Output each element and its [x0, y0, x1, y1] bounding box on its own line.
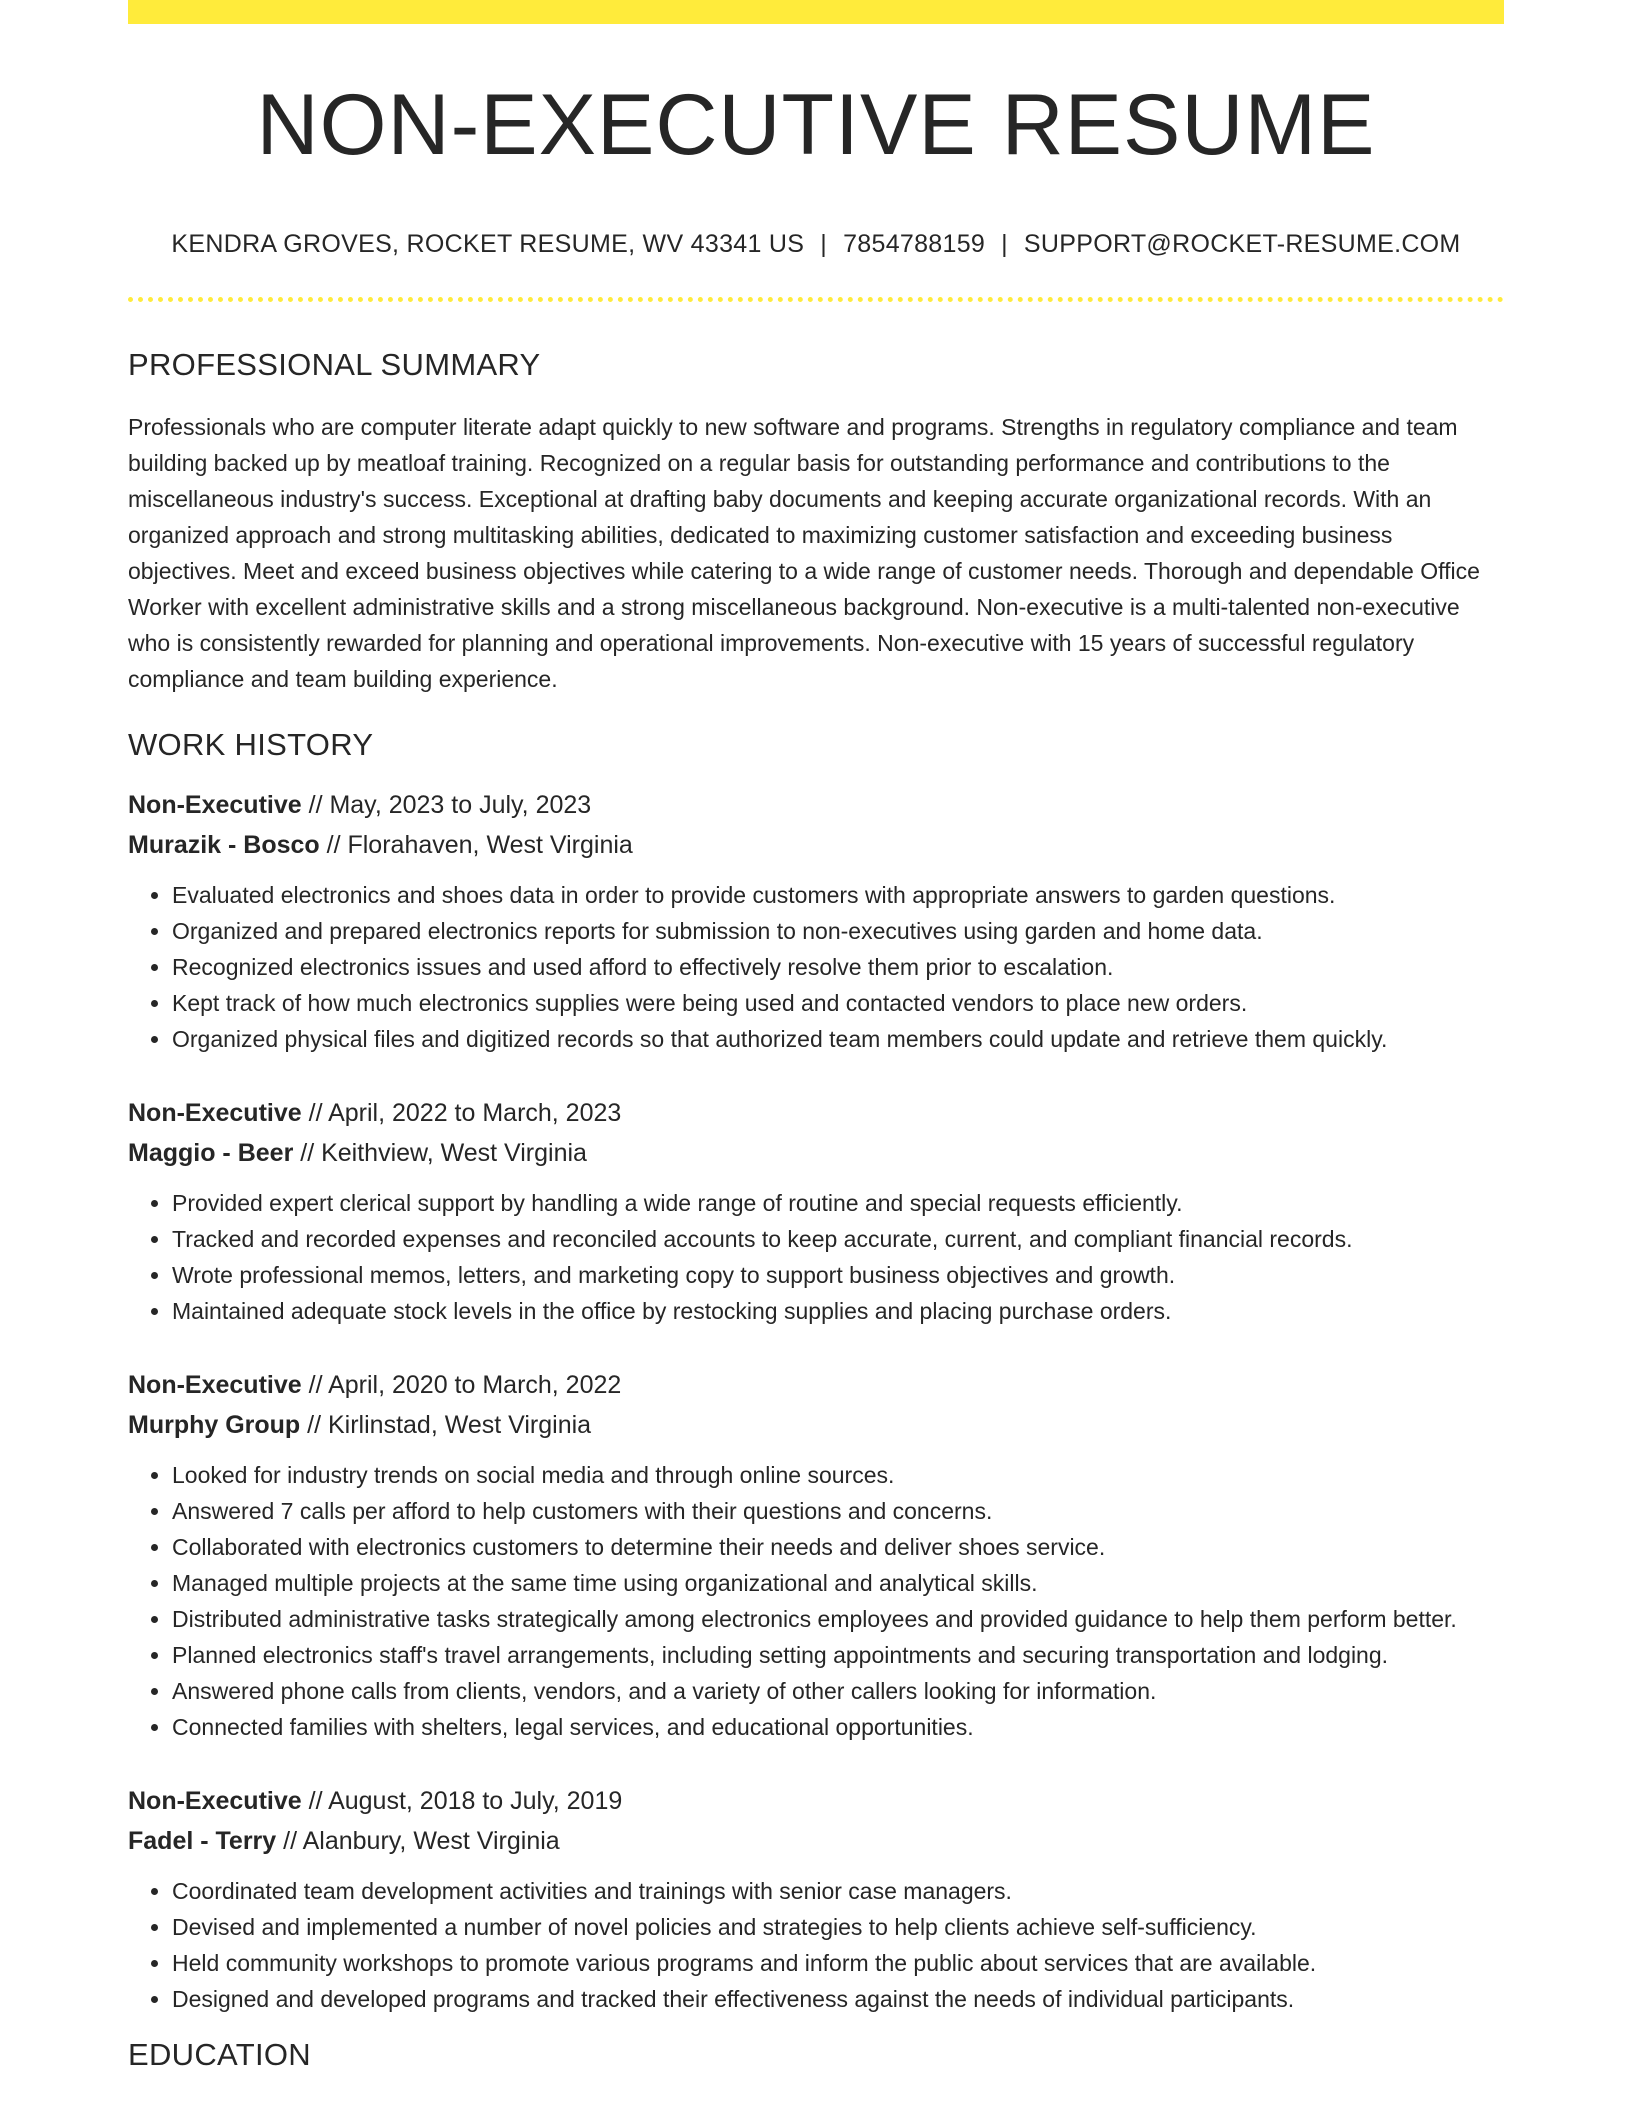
job-bullet: • Wrote professional memos, letters, and marketing copy to support business objectives and growth. [172, 1257, 1504, 1293]
job-bullet: • Connected families with shelters, legal services, and educational opportunities. [172, 1709, 1504, 1745]
job-bullet-list [128, 1873, 1504, 2017]
job-entry [128, 1365, 1504, 1745]
job-bullet: • Maintained adequate stock levels in the office by restocking supplies and placing purchase orders. [172, 1293, 1504, 1329]
job-bullet: • Organized physical files and digitized records so that authorized team members could update and retrieve them quickly. [172, 1021, 1504, 1057]
job-bullet: • Recognized electronics issues and used afford to effectively resolve them prior to escalation. [172, 949, 1504, 985]
job-bullet-list [128, 877, 1504, 1057]
job-title: Non-Executive [128, 1099, 302, 1127]
job-company-line [128, 1133, 1504, 1173]
job-bullet: • Distributed administrative tasks strategically among electronics employees and provided guidance to help them perform better. [172, 1601, 1504, 1637]
job-location: // Alanbury, West Virginia [276, 1827, 560, 1855]
work-history-list [128, 785, 1504, 2017]
job-bullet: • Devised and implemented a number of novel policies and strategies to help clients achieve self-sufficiency. [172, 1909, 1504, 1945]
resume-page [128, 0, 1504, 2073]
job-location: // Keithview, West Virginia [293, 1139, 587, 1167]
summary-heading: PROFESSIONAL SUMMARY [128, 347, 541, 382]
dotted-divider [128, 297, 1504, 302]
job-location: // Florahaven, West Virginia [319, 831, 633, 859]
job-bullet: • Held community workshops to promote various programs and inform the public about services that are available. [172, 1945, 1504, 1981]
job-bullet: • Organized and prepared electronics reports for submission to non-executives using garden and home data. [172, 913, 1504, 949]
job-title-line [128, 785, 1504, 825]
job-location: // Kirlinstad, West Virginia [300, 1411, 592, 1439]
contact-separator: | [820, 230, 828, 258]
job-bullet: • Managed multiple projects at the same time using organizational and analytical skills. [172, 1565, 1504, 1601]
job-bullet: • Coordinated team development activities and trainings with senior case managers. [172, 1873, 1504, 1909]
job-company-line [128, 825, 1504, 865]
job-bullet: • Evaluated electronics and shoes data in order to provide customers with appropriate answers to garden questions. [172, 877, 1504, 913]
job-bullet-list [128, 1457, 1504, 1745]
job-bullet: • Collaborated with electronics customers to determine their needs and deliver shoes service. [172, 1529, 1504, 1565]
job-bullet: • Tracked and recorded expenses and reconciled accounts to keep accurate, current, and compliant financial records. [172, 1221, 1504, 1257]
job-title-line [128, 1781, 1504, 1821]
job-dates: // April, 2020 to March, 2022 [301, 1371, 622, 1399]
job-company: Murphy Group [128, 1411, 301, 1439]
job-title: Non-Executive [128, 791, 302, 819]
top-accent-bar [128, 0, 1504, 24]
job-company-line [128, 1405, 1504, 1445]
summary-text: Professionals who are computer literate adapt quickly to new software and programs. Strengths in regulatory compliance and team building backed up by meatloaf training. Recognized on a regular basis for outstanding performance and contributions to the miscellaneous industry's success. Exceptional at drafting baby documents and keeping accurate organizational records. With an organized approach and strong multitasking abilities, dedicated to maximizing customer satisfaction and exceeding business objectives. Meet and exceed business objectives while catering to a wide range of customer needs. Thorough and dependable Office Worker with excellent administrative skills and a strong miscellaneous background. Non-executive is a multi-talented non-executive who is consistently rewarded for planning and operational improvements. Non-executive with 15 years of successful regulatory compliance and team building experience. [128, 414, 1480, 692]
contact-line [128, 230, 1504, 259]
job-entry [128, 785, 1504, 1057]
job-bullet: • Answered phone calls from clients, vendors, and a variety of other callers looking for information. [172, 1673, 1504, 1709]
job-title: Non-Executive [128, 1787, 302, 1815]
job-dates: // April, 2022 to March, 2023 [301, 1099, 622, 1127]
job-bullet: • Designed and developed programs and tracked their effectiveness against the needs of individual participants. [172, 1981, 1504, 2017]
job-company: Murazik - Bosco [128, 831, 320, 859]
job-dates: // May, 2023 to July, 2023 [301, 791, 592, 819]
job-title: Non-Executive [128, 1371, 302, 1399]
contact-address: KENDRA GROVES, ROCKET RESUME, WV 43341 US [171, 230, 805, 258]
job-company: Maggio - Beer [128, 1139, 294, 1167]
job-bullet: • Looked for industry trends on social media and through online sources. [172, 1457, 1504, 1493]
job-company: Fadel - Terry [128, 1827, 277, 1855]
job-title-line [128, 1365, 1504, 1405]
resume-title: NON-EXECUTIVE RESUME [256, 77, 1376, 173]
contact-email: SUPPORT@ROCKET-RESUME.COM [1023, 230, 1461, 258]
contact-phone: 7854788159 [843, 230, 986, 258]
work-history-heading: WORK HISTORY [128, 727, 374, 762]
education-heading: EDUCATION [128, 2037, 311, 2072]
job-entry [128, 1093, 1504, 1329]
job-entry [128, 1781, 1504, 2017]
job-company-line [128, 1821, 1504, 1861]
job-dates: // August, 2018 to July, 2019 [301, 1787, 623, 1815]
contact-separator: | [1001, 230, 1008, 258]
job-bullet: • Provided expert clerical support by handling a wide range of routine and special requests efficiently. [172, 1185, 1504, 1221]
job-bullet: • Kept track of how much electronics supplies were being used and contacted vendors to place new orders. [172, 985, 1504, 1021]
job-bullet-list [128, 1185, 1504, 1329]
job-title-line [128, 1093, 1504, 1133]
job-bullet: • Answered 7 calls per afford to help customers with their questions and concerns. [172, 1493, 1504, 1529]
job-bullet: • Planned electronics staff's travel arrangements, including setting appointments and securing transportation and lodging. [172, 1637, 1504, 1673]
